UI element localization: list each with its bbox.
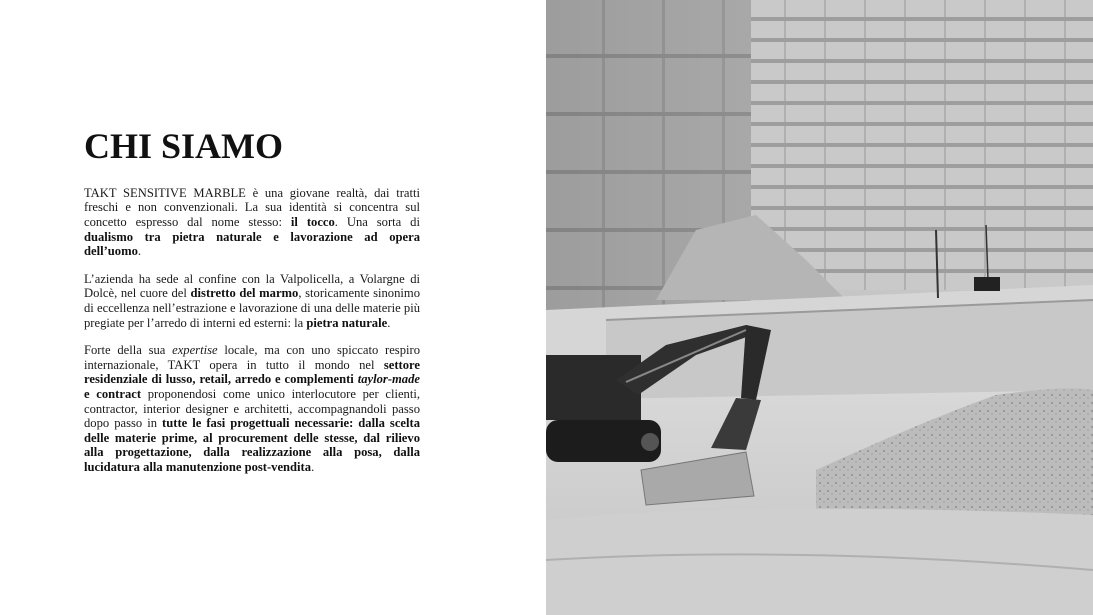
bold-text: distretto del marmo [190,286,299,301]
paragraph-services [84,343,420,474]
text: proponendosi come unico interlocutore per clienti, contractor, interior designer e architetti, accompagnandoli passo dopo passo in [84,386,420,431]
text: TAKT SENSITIVE MARBLE è una giovane realtà, dai tratti freschi e non convenzionali. La sua identità si concentra sul concetto espresso dal nome stesso: [84,185,420,229]
page-title: CHI SIAMO [84,126,284,166]
bold-text: il tocco [290,214,335,229]
bold-text: settore residenziale di lusso, retail, arredo e complementi [84,357,420,387]
foreground-path [546,509,1093,615]
paragraph-location [84,272,420,330]
text: . [137,244,142,259]
quarry-photo [546,0,1093,615]
paragraph-intro [84,186,420,259]
machine-block [974,277,1000,291]
bold-italic-text: taylor-made [357,372,420,387]
text: . [311,459,315,474]
text: . [387,315,391,330]
bold-text: dualismo tra pietra naturale e lavorazione ad opera dell’uomo [84,229,420,259]
bold-text: tutte le fasi progettuali necessarie: dalla scelta delle materie prime, al procurement delle stesse, dal rilievo alla progettazione, dalla realizzazione alla posa, dalla lucidatura alla manutenzione post-vendita [84,416,420,474]
quarry-photo-illustration [546,0,1093,615]
excavator-body [546,355,641,420]
text: L’azienda ha sede al confine con la Valpolicella, a Volargne di Dolcè, nel cuore del [84,271,420,301]
bold-text: pietra naturale [306,315,388,330]
content-block [84,128,420,487]
text: Forte della sua [84,343,173,358]
text: , storicamente sinonimo di eccellenza nell’estrazione e lavorazione di una delle materie più pregiate per l’arredo di interni ed esterni: la [84,286,420,330]
text: . Una sorta di [334,214,420,229]
text-column [0,0,546,615]
text: locale, ma con uno spiccato respiro internazionale, TAKT opera in tutto il mondo nel [84,343,420,372]
italic-text: expertise [172,343,218,358]
bold-text: e contract [84,386,142,401]
